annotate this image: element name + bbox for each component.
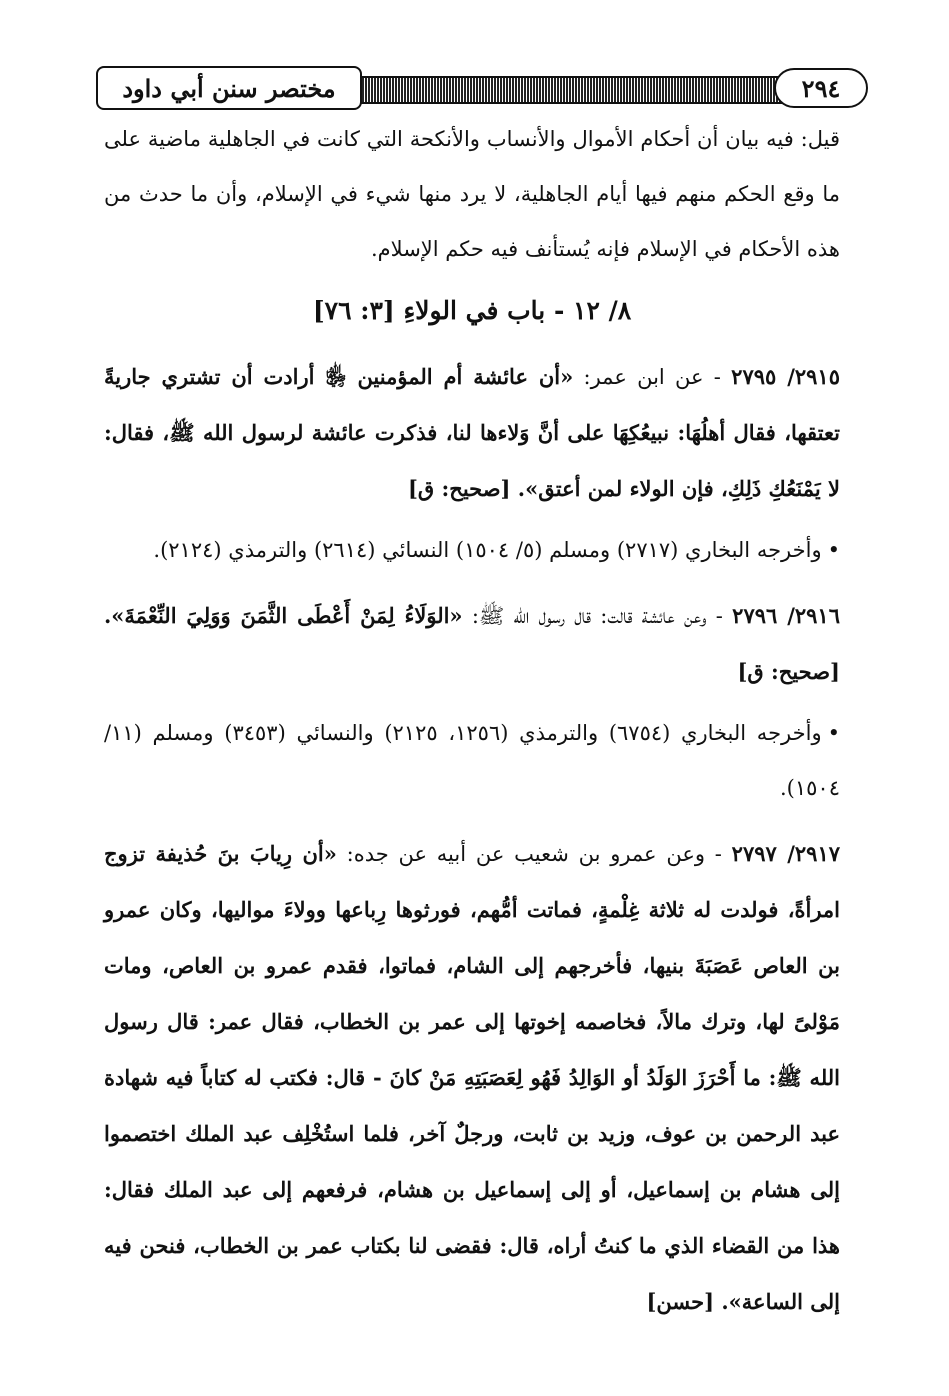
hadith-2916-takhrij	[104, 706, 840, 816]
takhrij-text: وأخرجه البخاري (٦٧٥٤) والترمذي (١٢٥٦، ٢١٢٥) والنسائي (٣٤٥٣) ومسلم (١١/ ١٥٠٤).	[104, 721, 840, 800]
hadith-2917	[104, 826, 840, 1330]
hadith-2915-takhrij	[104, 523, 840, 578]
hadith-number: ٢٩١٧/ ٢٧٩٧	[731, 841, 841, 866]
hadith-2916	[104, 588, 840, 700]
hadith-number: ٢٩١٦/ ٢٧٩٦	[732, 603, 840, 628]
hadith-chain: - وعن عمرو بن شعيب عن أبيه عن جده:	[336, 842, 732, 866]
chapter-heading: ٨/ ١٢ - باب في الولاءِ [٣: ٧٦]	[312, 296, 632, 325]
hadith-text: «أن عائشة أم المؤمنين ﵂ أرادت أن تشتري جاريةً تعتقها، فقال أهلُهَا: نبيعُكِهَا على أنَّ وَلاءها لنا، فذكرت عائشة لرسول الله ﷺ، فقال: لا يَمْنَعُكِ ذَلِكِ، فإن الولاء لمن أعتق». [صحيح: ق]	[104, 364, 840, 501]
page-header	[96, 66, 868, 110]
bullet-icon: •	[827, 721, 840, 745]
bullet-icon: •	[827, 538, 840, 562]
takhrij-text: وأخرجه البخاري (٢٧١٧) ومسلم (٥/ ١٥٠٤) النسائي (٢٦١٤) والترمذي (٢١٢٤).	[153, 538, 822, 562]
hadith-text: «أن رِيابَ بنَ حُذيفة تزوج امرأةً، فولدت له ثلاثة غِلْمةٍ، فماتت أمُّهم، فورثوها رِباعها وولاءَ مواليها، وكان عمرو بن العاص عَصَبَةَ بنيها، فأخرجهم إلى الشام، فماتوا، فقدم عمرو بن العاص، ومات مَوْلىً لها، وترك مالاً، فخاصمه إخوتها إلى عمر بن الخطاب، فقال عمر: قال رسول الله ﷺ: ما أَحْرَزَ الوَلَدُ أو الوَالِدُ فَهُو لِعَصَبَتِهِ مَنْ كانَ - قال: فكتب له كتاباً فيه شهادة عبد الرحمن بن عوف، وزيد بن ثابت، ورجلٌ آخر، فلما استُخْلِف عبد الملك اختصموا إلى هشام بن إسماعيل، أو إلى إسماعيل بن هشام، فرفعهم إلى عبد الملك فقال: هذا من القضاء الذي ما كنتُ أراه، قال: فقضى لنا بكتاب عمر بن الخطاب، فنحن فيه إلى الساعة». [حسن]	[104, 841, 840, 1314]
book-title: مختصر سنن أبي داود	[96, 66, 362, 110]
header-decorative-bar	[356, 76, 828, 104]
hadith-chain: - وعن عائشة قالت: قال رسول الله ﷺ:	[462, 604, 733, 628]
hadith-chain: - عن ابن عمر:	[573, 365, 732, 389]
intro-paragraph: قيل: فيه بيان أن أحكام الأموال والأنساب والأنكحة التي كانت في الجاهلية ماضية على ما وقع الحكم منهم فيها أيام الجاهلية، لا يرد منها شيء في الإسلام، وأن ما حدث من هذه الأحكام في الإسلام فإنه يُستأنف فيه حكم الإسلام.	[104, 127, 840, 261]
page-content	[104, 112, 840, 1330]
page-number: ٢٩٤	[774, 68, 868, 108]
hadith-number: ٢٩١٥/ ٢٧٩٥	[731, 364, 840, 389]
hadith-text: «الوَلَاءُ لِمَنْ أَعْطَى الثَّمَنَ وَوَلِيَ النِّعْمَةَ». [صحيح: ق]	[104, 603, 840, 684]
hadith-2915	[104, 349, 840, 517]
